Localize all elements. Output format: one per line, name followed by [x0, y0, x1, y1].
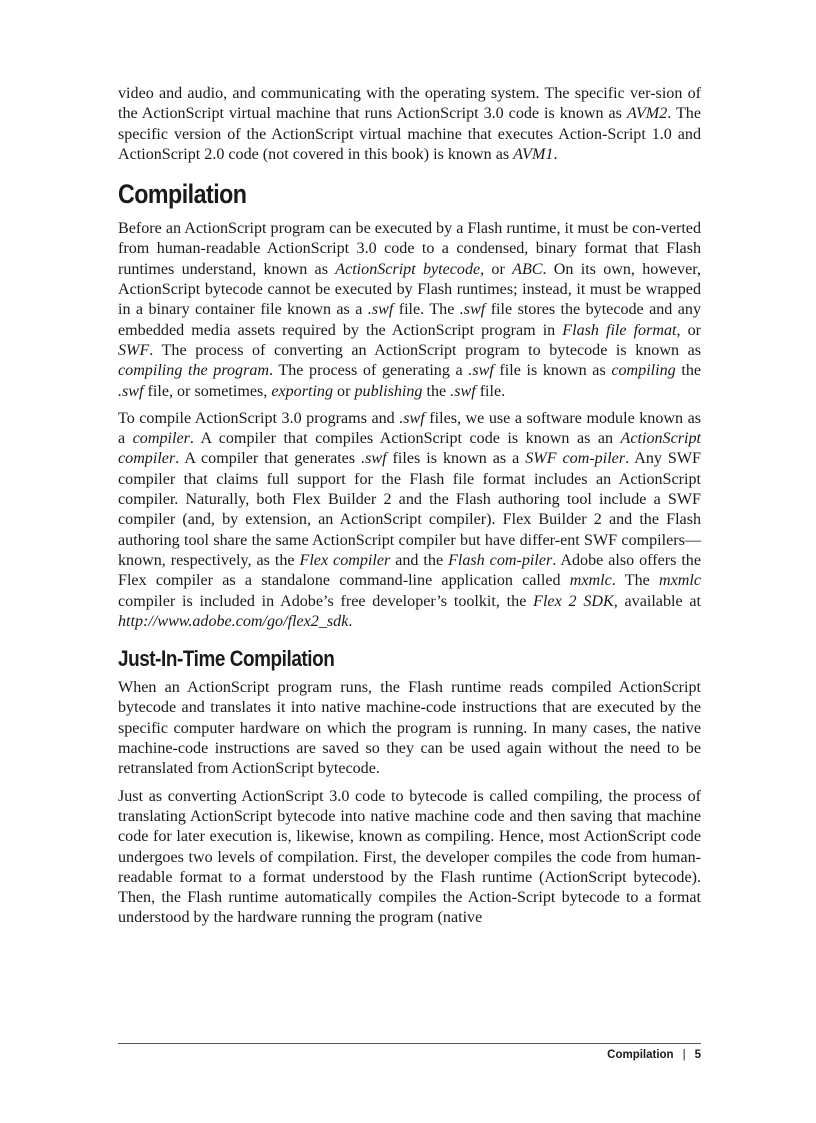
page-footer — [118, 1043, 701, 1061]
footer-separator: | — [682, 1049, 686, 1061]
paragraph-jit-levels: Just as converting ActionScript 3.0 code to bytecode is called compiling, the process of translating ActionScript bytecode into native machine code and then saving that machine code for later execution is, likewise, known as compiling. Hence, most ActionScript code undergoes two levels of compilation. First, the developer compiles the code from human-readable format to a format understood by the Flash runtime (ActionScript bytecode). Then, the Flash runtime automatically compiles the Action-Script bytecode to a format understood by the hardware running the program (native — [118, 787, 701, 927]
paragraph-bytecode: Before an ActionScript program can be executed by a Flash runtime, it must be con-verted from human-readable ActionScript 3.0 code to a condensed, binary format that Flash runtimes understand, known as ActionScript bytecode, or ABC. On its own, however, ActionScript bytecode cannot be executed by Flash runtimes; instead, it must be wrapped in a binary container file known as a .swf file. The .swf file stores the bytecode and any embedded media assets required by the ActionScript program in Flash file format, or SWF. The process of converting an ActionScript program to bytecode is known as compiling the program. The process of generating a .swf file is known as compiling the .swf file, or sometimes, exporting or publishing the .swf file. — [118, 220, 702, 400]
footer-section-name: Compilation — [607, 1049, 674, 1061]
page-body — [118, 84, 701, 936]
paragraph-jit-runtime: When an ActionScript program runs, the Flash runtime reads compiled ActionScript bytecode and translates it into native machine-code instructions that are executed by the specific computer hardware on which the program is running. In many cases, the native machine-code instructions are saved so they can be used again without the need to be retranslated from ActionScript bytecode. — [118, 679, 701, 778]
page-number: 5 — [694, 1049, 701, 1061]
paragraph-compilers: To compile ActionScript 3.0 programs and .swf files, we use a software module known as a compiler. A compiler that compiles ActionScript code is known as an ActionScript compiler. A compiler that generates .swf files is known as a SWF com-piler. Any SWF compiler that claims full support for the Flash file format includes an ActionScript compiler. Naturally, both Flex Builder 2 and the Flash authoring tool include a SWF compiler (and, by extension, an ActionScript compiler). Flex Builder 2 and the Flash authoring tool share the same ActionScript compiler but have differ-ent SWF compilers—known, respectively, as the Flex compiler and the Flash com-piler. Adobe also offers the Flex compiler as a standalone command-line application called mxmlc. The mxmlc compiler is included in Adobe’s free developer’s toolkit, the Flex 2 SDK, available at http://www.adobe.com/go/flex2_sdk. — [118, 409, 702, 630]
section-heading-compilation: Compilation — [118, 179, 247, 210]
intro-paragraph: video and audio, and communicating with the operating system. The specific ver-sion of the ActionScript virtual machine that runs ActionScript 3.0 code is known as AVM2. The specific version of the ActionScript virtual machine that executes Action-Script 1.0 and ActionScript 2.0 code (not covered in this book) is known as AVM1. — [118, 85, 701, 163]
subsection-heading-jit: Just-In-Time Compilation — [118, 646, 335, 672]
